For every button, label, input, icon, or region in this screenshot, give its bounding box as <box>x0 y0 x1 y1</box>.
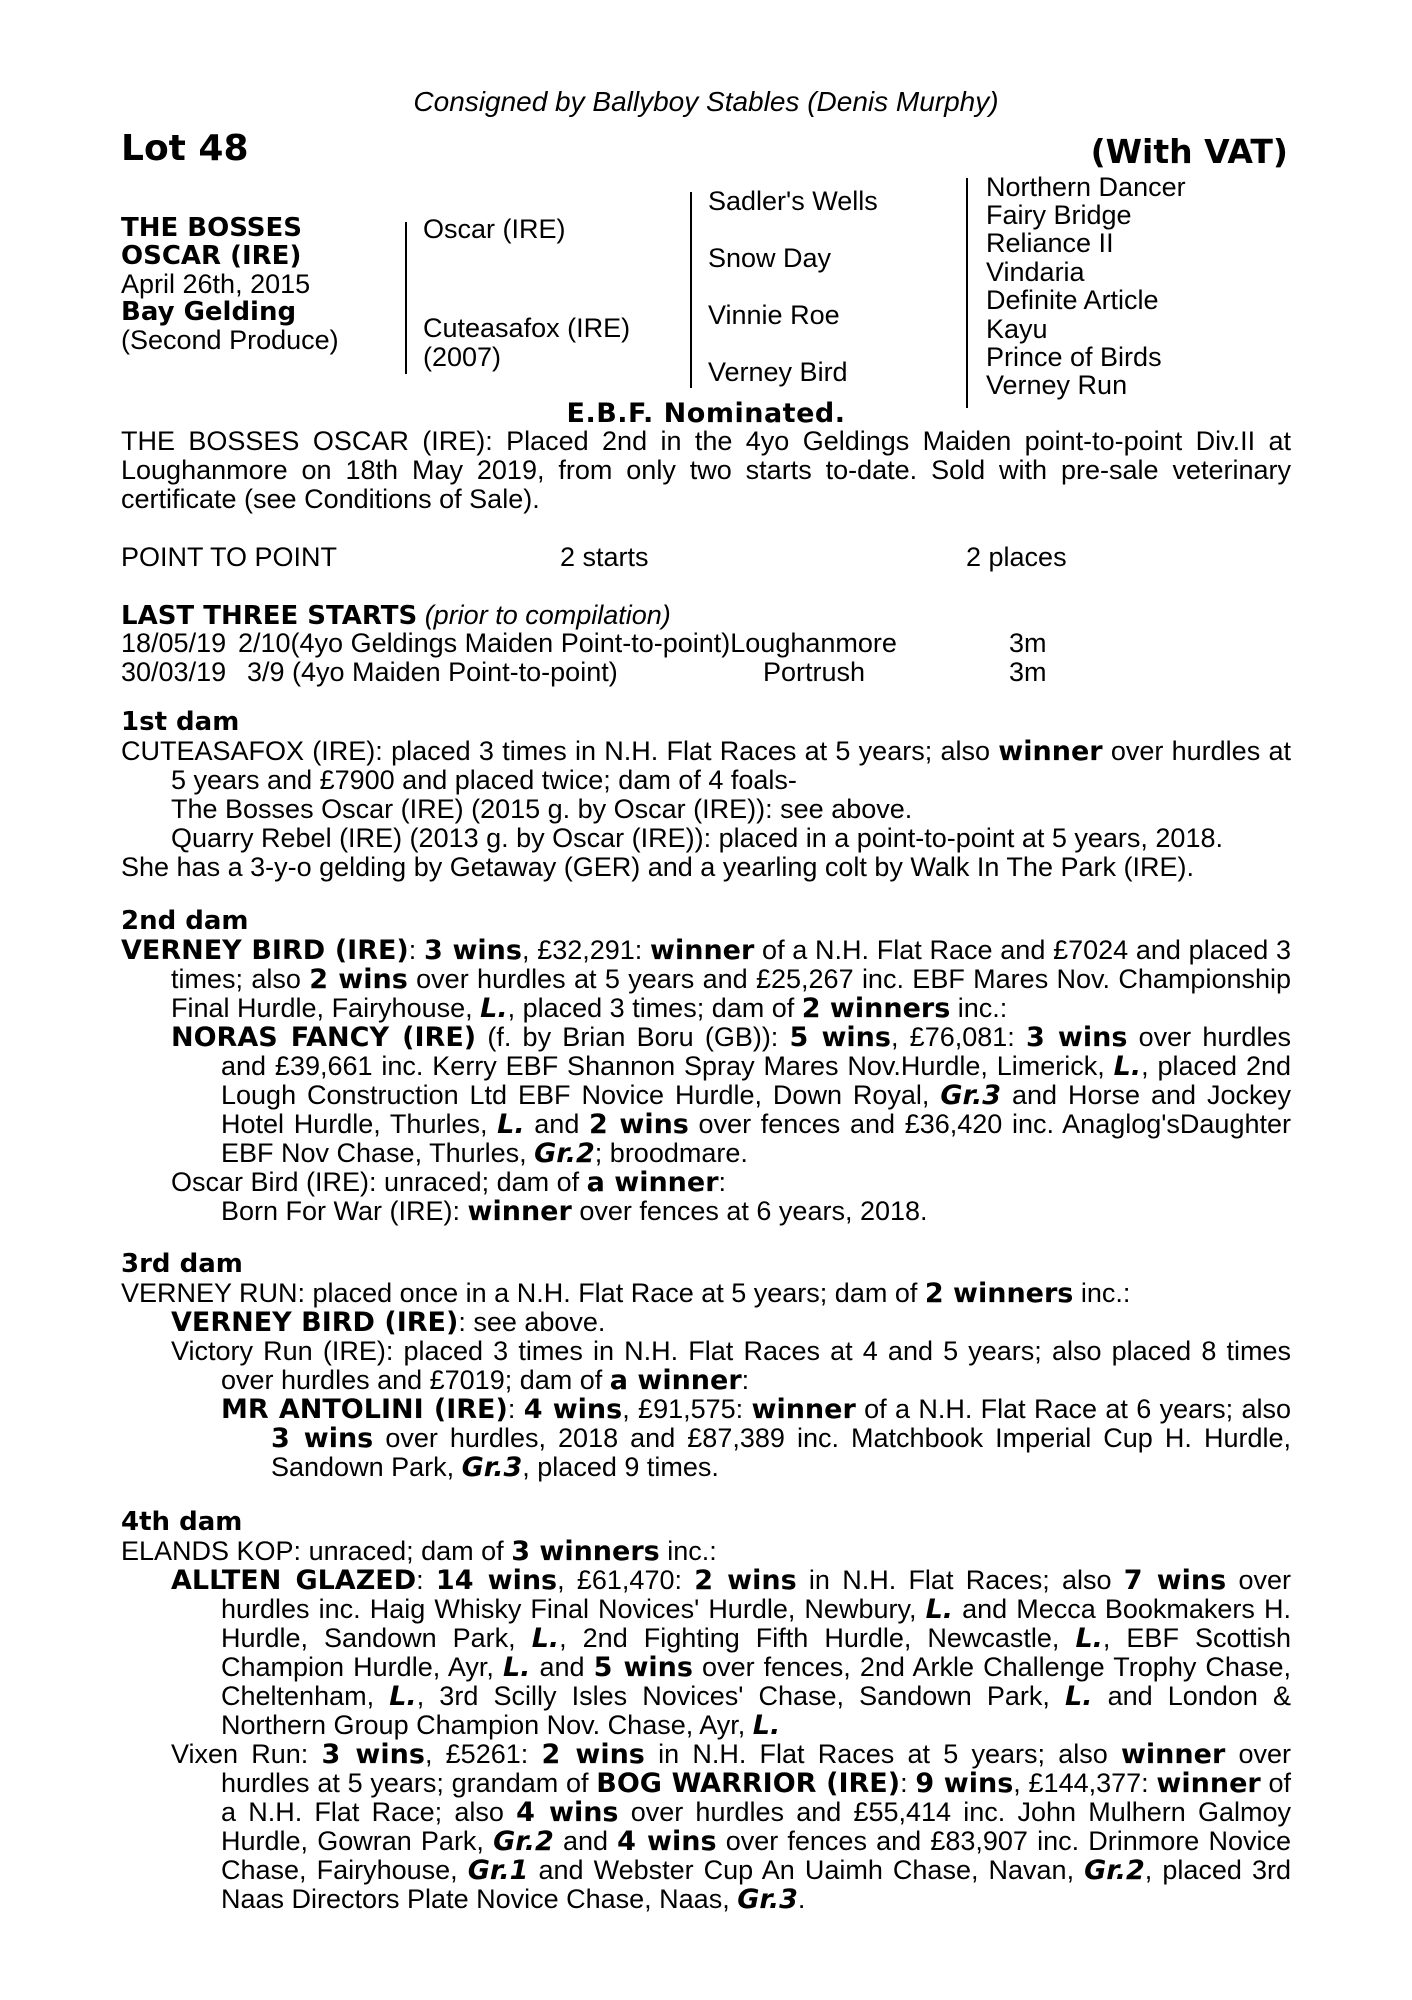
first-dam-note: She has a 3-y-o gelding by Getaway (GER) and a yearling colt by Walk In The Park (IRE). <box>121 852 1194 882</box>
text: over hurdles at 5 years; grandam of <box>221 1739 1292 1798</box>
fourth-dam-heading: 4th dam <box>121 1507 243 1537</box>
text: inc.: <box>659 1536 717 1566</box>
first-dam-foal-2: Quarry Rebel (IRE) (2013 g. by Oscar (IRE)): placed in a point-to-point at 5 years, 2018. <box>171 823 1223 853</box>
text: : <box>741 1365 750 1395</box>
text: of a N.H. Flat Race; also <box>221 1768 1291 1827</box>
text-bold: 2 wins <box>589 1109 689 1140</box>
text: over fences and £83,907 inc. Drinmore Novice Chase, Fairyhouse, <box>221 1826 1291 1885</box>
text: over fences, 2nd Arkle Challenge Trophy Chase, Cheltenham, <box>221 1652 1291 1711</box>
text: , EBF Scottish Champion Hurdle, Ayr, <box>221 1623 1291 1682</box>
text: over hurdles, 2018 and £87,389 inc. Matchbook Imperial Cup H. Hurdle, Sandown Park, <box>271 1423 1291 1482</box>
text-bold: 2 wins <box>541 1739 645 1770</box>
text: and London & Northern Group Champion Nov. Chase, Ayr, <box>221 1681 1291 1740</box>
grade-mark: Gr.2 <box>534 1138 595 1169</box>
last-starts-note: (prior to compilation) <box>424 600 671 630</box>
text-bold: 14 wins <box>435 1565 558 1596</box>
text-bold: 3 wins <box>321 1739 425 1770</box>
text-bold: 2 wins <box>694 1565 797 1596</box>
grade-mark: L. <box>1113 1051 1142 1082</box>
text: of a N.H. Flat Race at 6 years; also <box>855 1394 1291 1424</box>
text: , £32,291: <box>521 935 651 965</box>
pedigree-bracket-1 <box>405 222 407 374</box>
text: over fences at 6 years, 2018. <box>571 1196 928 1226</box>
pedigree-gp-3: Vinnie Roe <box>708 300 840 330</box>
text-bold: winner <box>1156 1768 1261 1799</box>
record-starts: 2 starts <box>560 542 649 572</box>
pedigree-dam-year: (2007) <box>423 342 502 372</box>
pedigree-bracket-3 <box>966 178 968 408</box>
text: and Mecca Bookmakers H. Hurdle, Sandown Park, <box>221 1594 1291 1653</box>
text: . <box>797 1884 806 1914</box>
third-dam-section <box>121 1250 1291 1482</box>
text-bold: 2 winners <box>801 993 951 1024</box>
text: and Horse and Jockey Hotel Hurdle, Thurles, <box>221 1080 1291 1139</box>
produce-note: (Second Produce) <box>121 325 339 355</box>
consignor-line: Consigned by Ballyboy Stables (Denis Murphy) <box>413 86 999 117</box>
text: : <box>900 1768 916 1798</box>
horse-name-line1: THE BOSSES <box>121 213 302 243</box>
text-bold: winner <box>650 935 755 966</box>
horse-name: BOG WARRIOR (IRE) <box>596 1768 901 1799</box>
grade-mark: L. <box>925 1594 954 1625</box>
vat-status: (With VAT) <box>1090 132 1288 171</box>
text: , £61,470: <box>557 1565 695 1595</box>
text-bold: 2 winners <box>924 1278 1074 1309</box>
third-dam-heading: 3rd dam <box>121 1249 243 1279</box>
text: : <box>416 1565 436 1595</box>
text-bold: 3 wins <box>1026 1022 1128 1053</box>
grade-mark: Gr.1 <box>467 1855 529 1886</box>
text-bold: 4 wins <box>516 1797 619 1828</box>
grade-mark: Gr.3 <box>737 1884 798 1915</box>
mr-antolini-record <box>121 1395 1291 1482</box>
grade-mark: L. <box>480 993 508 1024</box>
last-starts-header <box>121 600 671 631</box>
ebf-nominated: E.B.F. Nominated. <box>566 398 846 429</box>
text: , £76,081: <box>890 1022 1027 1052</box>
horse-name: MR ANTOLINI (IRE) <box>221 1394 508 1425</box>
text: over hurdles inc. Haig Whisky Final Novices' Hurdle, Newbury, <box>221 1565 1291 1624</box>
text: over hurdles and £55,414 inc. John Mulhern Galmoy Hurdle, Gowran Park, <box>221 1797 1291 1856</box>
start-row-1-distance: 3m <box>1009 628 1047 658</box>
summary-paragraph: THE BOSSES OSCAR (IRE): Placed 2nd in the 4yo Geldings Maiden point-to-point Div.II at Loughanmore on 18th May 2019, from only two starts to-date. Sold with pre-sale veterinary certificate (see Conditions of Sale). <box>121 426 1291 514</box>
text: , placed 3 times; dam of <box>507 993 802 1023</box>
text: over hurdles at 5 years and £7900 and placed twice; dam of 4 foals- <box>171 736 1291 795</box>
grade-mark: L. <box>502 1652 531 1683</box>
first-dam-heading: 1st dam <box>121 707 240 737</box>
pedigree-ggp-8: Verney Run <box>986 370 1128 400</box>
text: ELANDS KOP: unraced; dam of <box>121 1536 512 1566</box>
text-bold: 7 wins <box>1123 1565 1227 1596</box>
second-dam-heading: 2nd dam <box>121 906 249 936</box>
horse-name-line2: OSCAR (IRE) <box>121 241 302 271</box>
text: CUTEASAFOX (IRE): placed 3 times in N.H. Flat Races at 5 years; also <box>121 736 999 766</box>
text-bold: 3 wins <box>271 1423 374 1454</box>
verney-bird-ref <box>121 1308 1291 1337</box>
fourth-dam-record <box>121 1537 1291 1566</box>
text: and Webster Cup An Uaimh Chase, Navan, <box>528 1855 1085 1885</box>
grade-mark: L. <box>497 1109 525 1140</box>
start-row-2-date: 30/03/19 <box>121 657 227 687</box>
second-dam-record <box>121 936 1291 1023</box>
text-bold: 5 wins <box>789 1022 891 1053</box>
vixen-run-record <box>121 1740 1291 1914</box>
text: over fences and £36,420 inc. Anaglog'sDaughter EBF Nov Chase, Thurles, <box>221 1109 1291 1168</box>
text: and <box>553 1826 618 1856</box>
victory-run-record <box>121 1337 1291 1395</box>
pedigree-ggp-5: Definite Article <box>986 285 1159 315</box>
text: Born For War (IRE): <box>221 1196 468 1226</box>
grade-mark: Gr.2 <box>493 1826 554 1857</box>
text: , placed 3rd Naas Directors Plate Novice Chase, Naas, <box>221 1855 1291 1914</box>
text: (f. by Brian Boru (GB)): <box>476 1022 790 1052</box>
allten-glazed-record <box>121 1566 1291 1740</box>
text-bold: 5 wins <box>593 1652 693 1683</box>
noras-fancy-record <box>121 1023 1291 1168</box>
text: : see above. <box>458 1307 606 1337</box>
text: ; broodmare. <box>594 1138 748 1168</box>
pedigree-sire: Oscar (IRE) <box>423 214 566 244</box>
pedigree-ggp-6: Kayu <box>986 314 1048 344</box>
record-places: 2 places <box>966 542 1067 572</box>
text: , placed 9 times. <box>522 1452 719 1482</box>
pedigree-ggp-3: Reliance II <box>986 228 1114 258</box>
start-row-2-distance: 3m <box>1009 657 1047 687</box>
foaling-date: April 26th, 2015 <box>121 269 311 299</box>
text: in N.H. Flat Races; also <box>796 1565 1124 1595</box>
text: , placed 2nd Lough Construction Ltd EBF Novice Hurdle, Down Royal, <box>221 1051 1291 1110</box>
text-bold: 3 wins <box>424 935 522 966</box>
text: , 3rd Scilly Isles Novices' Chase, Sandown Park, <box>416 1681 1066 1711</box>
text: and <box>524 1109 590 1139</box>
text-bold: 9 wins <box>915 1768 1014 1799</box>
text: of a N.H. Flat Race and £7024 and placed 3 times; also <box>171 935 1291 994</box>
text: Vixen Run: <box>171 1739 322 1769</box>
horse-name: NORAS FANCY (IRE) <box>171 1022 477 1053</box>
text: inc.: <box>950 993 1008 1023</box>
grade-mark: L. <box>389 1681 417 1712</box>
oscar-bird-record <box>121 1168 1291 1197</box>
text: Victory Run (IRE): placed 3 times in N.H. Flat Races at 4 and 5 years; also placed 8 times over hurdles and £7019; dam of <box>171 1336 1291 1395</box>
text: , £91,575: <box>622 1394 752 1424</box>
text: over hurdles and £39,661 inc. Kerry EBF Shannon Spray Mares Nov.Hurdle, Limerick, <box>221 1022 1291 1081</box>
grade-mark: L. <box>1075 1623 1103 1654</box>
start-row-1-result: 2/10(4yo Geldings Maiden Point-to-point)Loughanmore <box>238 628 897 658</box>
text: VERNEY RUN: placed once in a N.H. Flat Race at 5 years; dam of <box>121 1278 925 1308</box>
text-bold: winner <box>1120 1739 1226 1770</box>
pedigree-gp-2: Snow Day <box>708 243 832 273</box>
born-for-war-record <box>121 1197 1291 1226</box>
text-bold: 3 winners <box>511 1536 660 1567</box>
text: and <box>530 1652 594 1682</box>
text: : <box>718 1167 727 1197</box>
text-bold: a winner <box>586 1167 719 1198</box>
horse-name: ALLTEN GLAZED <box>171 1565 417 1596</box>
text-bold: winner <box>998 736 1103 767</box>
text-bold: winner <box>467 1196 572 1227</box>
start-row-2-course: Portrush <box>763 657 866 687</box>
first-dam-section <box>121 708 1291 882</box>
grade-mark: Gr.2 <box>1084 1855 1145 1886</box>
text: over hurdles at 5 years and £25,267 inc. EBF Mares Nov. Championship Final Hurdle, Fairyhouse, <box>171 964 1292 1023</box>
pedigree-gp-4: Verney Bird <box>708 357 848 387</box>
text: , £5261: <box>424 1739 542 1769</box>
text: , £144,377: <box>1013 1768 1157 1798</box>
pedigree-bracket-2 <box>690 192 692 388</box>
text: inc.: <box>1073 1278 1131 1308</box>
text: , 2nd Fighting Fifth Hurdle, Newcastle, <box>559 1623 1076 1653</box>
first-dam-record <box>121 737 1291 795</box>
third-dam-record <box>121 1279 1291 1308</box>
second-dam-section <box>121 907 1291 1226</box>
fourth-dam-section <box>121 1508 1291 1914</box>
pedigree-gp-1: Sadler's Wells <box>708 186 878 216</box>
horse-name: VERNEY BIRD (IRE) <box>171 1307 459 1338</box>
horse-sex: Bay Gelding <box>121 297 297 327</box>
text-bold: a winner <box>609 1365 742 1396</box>
text-bold: winner <box>751 1394 856 1425</box>
text-bold: 2 wins <box>309 964 408 995</box>
text-bold: 4 wins <box>617 1826 717 1857</box>
text: in N.H. Flat Races at 5 years; also <box>644 1739 1121 1769</box>
pedigree-ggp-4: Vindaria <box>986 257 1085 287</box>
grade-mark: Gr.3 <box>461 1452 523 1483</box>
grade-mark: L. <box>752 1710 781 1741</box>
text: Oscar Bird (IRE): unraced; dam of <box>171 1167 587 1197</box>
pedigree-ggp-7: Prince of Birds <box>986 342 1162 372</box>
pedigree-ggp-2: Fairy Bridge <box>986 200 1132 230</box>
start-row-1-date: 18/05/19 <box>121 628 227 658</box>
grade-mark: Gr.3 <box>940 1080 1002 1111</box>
record-label: POINT TO POINT <box>121 542 338 572</box>
first-dam-foal-1: The Bosses Oscar (IRE) (2015 g. by Oscar (IRE)): see above. <box>171 794 913 824</box>
pedigree-dam: Cuteasafox (IRE) <box>423 313 631 343</box>
text-bold: 4 wins <box>523 1394 623 1425</box>
last-starts-heading: LAST THREE STARTS <box>121 601 418 631</box>
pedigree-ggp-1: Northern Dancer <box>986 172 1186 202</box>
grade-mark: L. <box>1065 1681 1093 1712</box>
lot-number: Lot 48 <box>121 128 249 169</box>
text: : <box>408 935 425 965</box>
grade-mark: L. <box>531 1623 560 1654</box>
horse-identity <box>121 214 339 354</box>
start-row-2-result: 3/9 (4yo Maiden Point-to-point) <box>247 657 618 687</box>
text: : <box>507 1394 524 1424</box>
horse-name: VERNEY BIRD (IRE) <box>121 935 409 966</box>
